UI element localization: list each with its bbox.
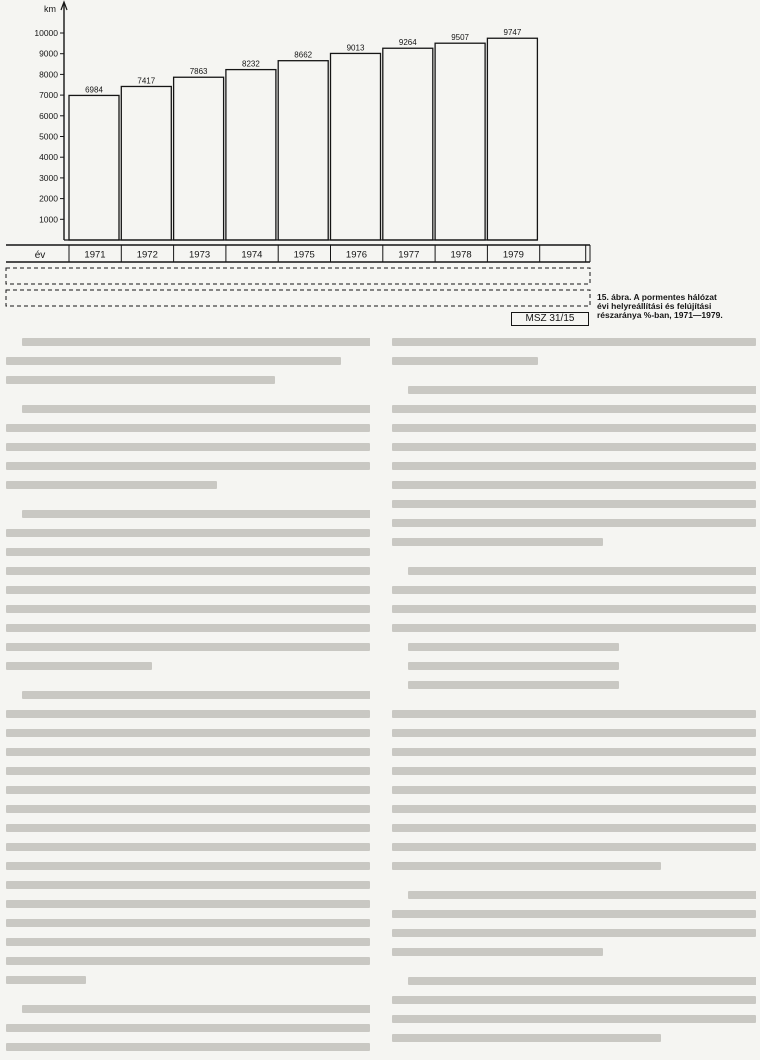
- text-line-placeholder: [6, 662, 152, 670]
- text-line-placeholder: [6, 938, 370, 946]
- text-line-placeholder: [392, 462, 756, 470]
- text-line-placeholder: [392, 481, 756, 489]
- y-tick-label: 2000: [39, 193, 58, 204]
- figure-caption-line-2: évi helyreállítási és felújítási: [597, 301, 712, 311]
- x-tick-label: 1973: [189, 249, 211, 261]
- text-line-placeholder: [6, 805, 370, 813]
- text-line-placeholder: [392, 786, 756, 794]
- text-line-placeholder: [6, 976, 86, 984]
- y-axis-unit: km: [44, 4, 56, 14]
- text-line-placeholder: [392, 862, 661, 870]
- text-line-placeholder: [392, 767, 756, 775]
- text-line-placeholder: [392, 843, 756, 851]
- text-line-placeholder: [6, 900, 370, 908]
- y-tick-label: 8000: [39, 69, 58, 80]
- bar-value-label: 8662: [294, 50, 313, 60]
- text-line-placeholder: [392, 357, 538, 365]
- text-line-placeholder: [408, 662, 619, 670]
- x-tick-label: 1971: [84, 249, 106, 261]
- text-line-placeholder: [392, 443, 756, 451]
- text-line-placeholder: [6, 481, 217, 489]
- x-tick-label: 1977: [398, 249, 420, 261]
- text-line-placeholder: [6, 786, 370, 794]
- y-tick-label: 7000: [39, 90, 58, 101]
- right-text-column: [392, 338, 756, 1060]
- x-tick-label: 1974: [241, 249, 263, 261]
- text-line-placeholder: [408, 891, 756, 899]
- text-line-placeholder: [6, 957, 370, 965]
- bar: [174, 77, 224, 240]
- text-line-placeholder: [22, 510, 370, 518]
- text-line-placeholder: [392, 729, 756, 737]
- bar: [487, 38, 537, 240]
- bar-value-label: 7417: [137, 76, 156, 86]
- data-row-frame: [6, 268, 590, 284]
- text-line-placeholder: [6, 624, 370, 632]
- text-line-placeholder: [408, 567, 756, 575]
- text-line-placeholder: [6, 919, 370, 927]
- y-tick-label: 10000: [34, 28, 58, 38]
- bar-value-label: 9747: [503, 28, 522, 38]
- text-line-placeholder: [392, 748, 756, 756]
- bar: [226, 70, 276, 240]
- bar: [121, 86, 171, 240]
- bar-value-label: 8232: [242, 59, 260, 69]
- text-line-placeholder: [392, 996, 756, 1004]
- figure-caption: [597, 293, 757, 320]
- bar: [383, 48, 433, 240]
- bar: [435, 43, 485, 240]
- text-line-placeholder: [6, 843, 370, 851]
- text-line-placeholder: [6, 586, 370, 594]
- text-line-placeholder: [6, 357, 341, 365]
- text-line-placeholder: [6, 748, 370, 756]
- text-line-placeholder: [408, 643, 619, 651]
- text-line-placeholder: [392, 605, 756, 613]
- text-line-placeholder: [392, 805, 756, 813]
- y-tick-label: 3000: [39, 172, 58, 183]
- text-line-placeholder: [6, 729, 370, 737]
- text-line-placeholder: [6, 1024, 370, 1032]
- text-line-placeholder: [392, 538, 603, 546]
- text-line-placeholder: [408, 681, 619, 689]
- text-line-placeholder: [6, 462, 370, 470]
- x-tick-label: 1978: [450, 249, 472, 261]
- text-line-placeholder: [392, 519, 756, 527]
- text-line-placeholder: [6, 710, 370, 718]
- text-line-placeholder: [392, 338, 756, 346]
- text-line-placeholder: [6, 529, 370, 537]
- text-line-placeholder: [6, 824, 370, 832]
- bar-value-label: 9264: [398, 38, 417, 48]
- text-line-placeholder: [6, 605, 370, 613]
- text-line-placeholder: [392, 405, 756, 413]
- text-line-placeholder: [22, 338, 370, 346]
- y-tick-label: 1000: [39, 214, 58, 225]
- text-line-placeholder: [392, 500, 756, 508]
- text-line-placeholder: [6, 862, 370, 870]
- bar: [278, 61, 328, 240]
- text-line-placeholder: [22, 1005, 370, 1013]
- text-line-placeholder: [6, 424, 370, 432]
- x-tick-label: 1972: [136, 249, 158, 261]
- x-tick-label: 1976: [345, 249, 368, 261]
- bar-value-label: 9013: [346, 43, 365, 53]
- text-line-placeholder: [6, 376, 275, 384]
- figure-caption-line-1: 15. ábra. A pormentes hálózat: [597, 292, 717, 302]
- text-line-placeholder: [392, 929, 756, 937]
- figure-15-chart: [0, 0, 760, 335]
- text-line-placeholder: [6, 767, 370, 775]
- y-tick-label: 9000: [39, 48, 58, 59]
- y-tick-label: 5000: [39, 131, 58, 142]
- standard-stamp: MSZ 31/15: [511, 312, 589, 326]
- text-line-placeholder: [6, 443, 370, 451]
- text-line-placeholder: [22, 691, 370, 699]
- figure-caption-line-3: részaránya %-ban, 1971—1979.: [597, 310, 723, 320]
- text-line-placeholder: [6, 643, 370, 651]
- bar-value-label: 6984: [85, 85, 103, 95]
- text-line-placeholder: [6, 567, 370, 575]
- text-line-placeholder: [392, 624, 756, 632]
- text-line-placeholder: [392, 910, 756, 918]
- text-line-placeholder: [392, 586, 756, 594]
- text-line-placeholder: [392, 1034, 661, 1042]
- x-tick-label: 1975: [293, 249, 315, 261]
- text-line-placeholder: [6, 881, 370, 889]
- text-line-placeholder: [6, 548, 370, 556]
- x-tick-label: 1979: [502, 249, 524, 261]
- text-line-placeholder: [392, 424, 756, 432]
- bar: [331, 53, 381, 240]
- text-line-placeholder: [6, 1043, 370, 1051]
- bar: [69, 95, 119, 240]
- year-row-label: év: [34, 250, 46, 261]
- left-text-column: [6, 338, 370, 1060]
- bar-value-label: 7863: [189, 67, 208, 77]
- text-line-placeholder: [392, 710, 756, 718]
- text-line-placeholder: [408, 386, 756, 394]
- bar-value-label: 9507: [451, 33, 469, 43]
- text-line-placeholder: [408, 977, 756, 985]
- text-line-placeholder: [392, 948, 603, 956]
- text-line-placeholder: [22, 405, 370, 413]
- y-tick-label: 6000: [39, 110, 58, 121]
- text-line-placeholder: [392, 1015, 756, 1023]
- data-row-frame: [6, 290, 590, 306]
- text-line-placeholder: [392, 824, 756, 832]
- y-tick-label: 4000: [39, 152, 58, 163]
